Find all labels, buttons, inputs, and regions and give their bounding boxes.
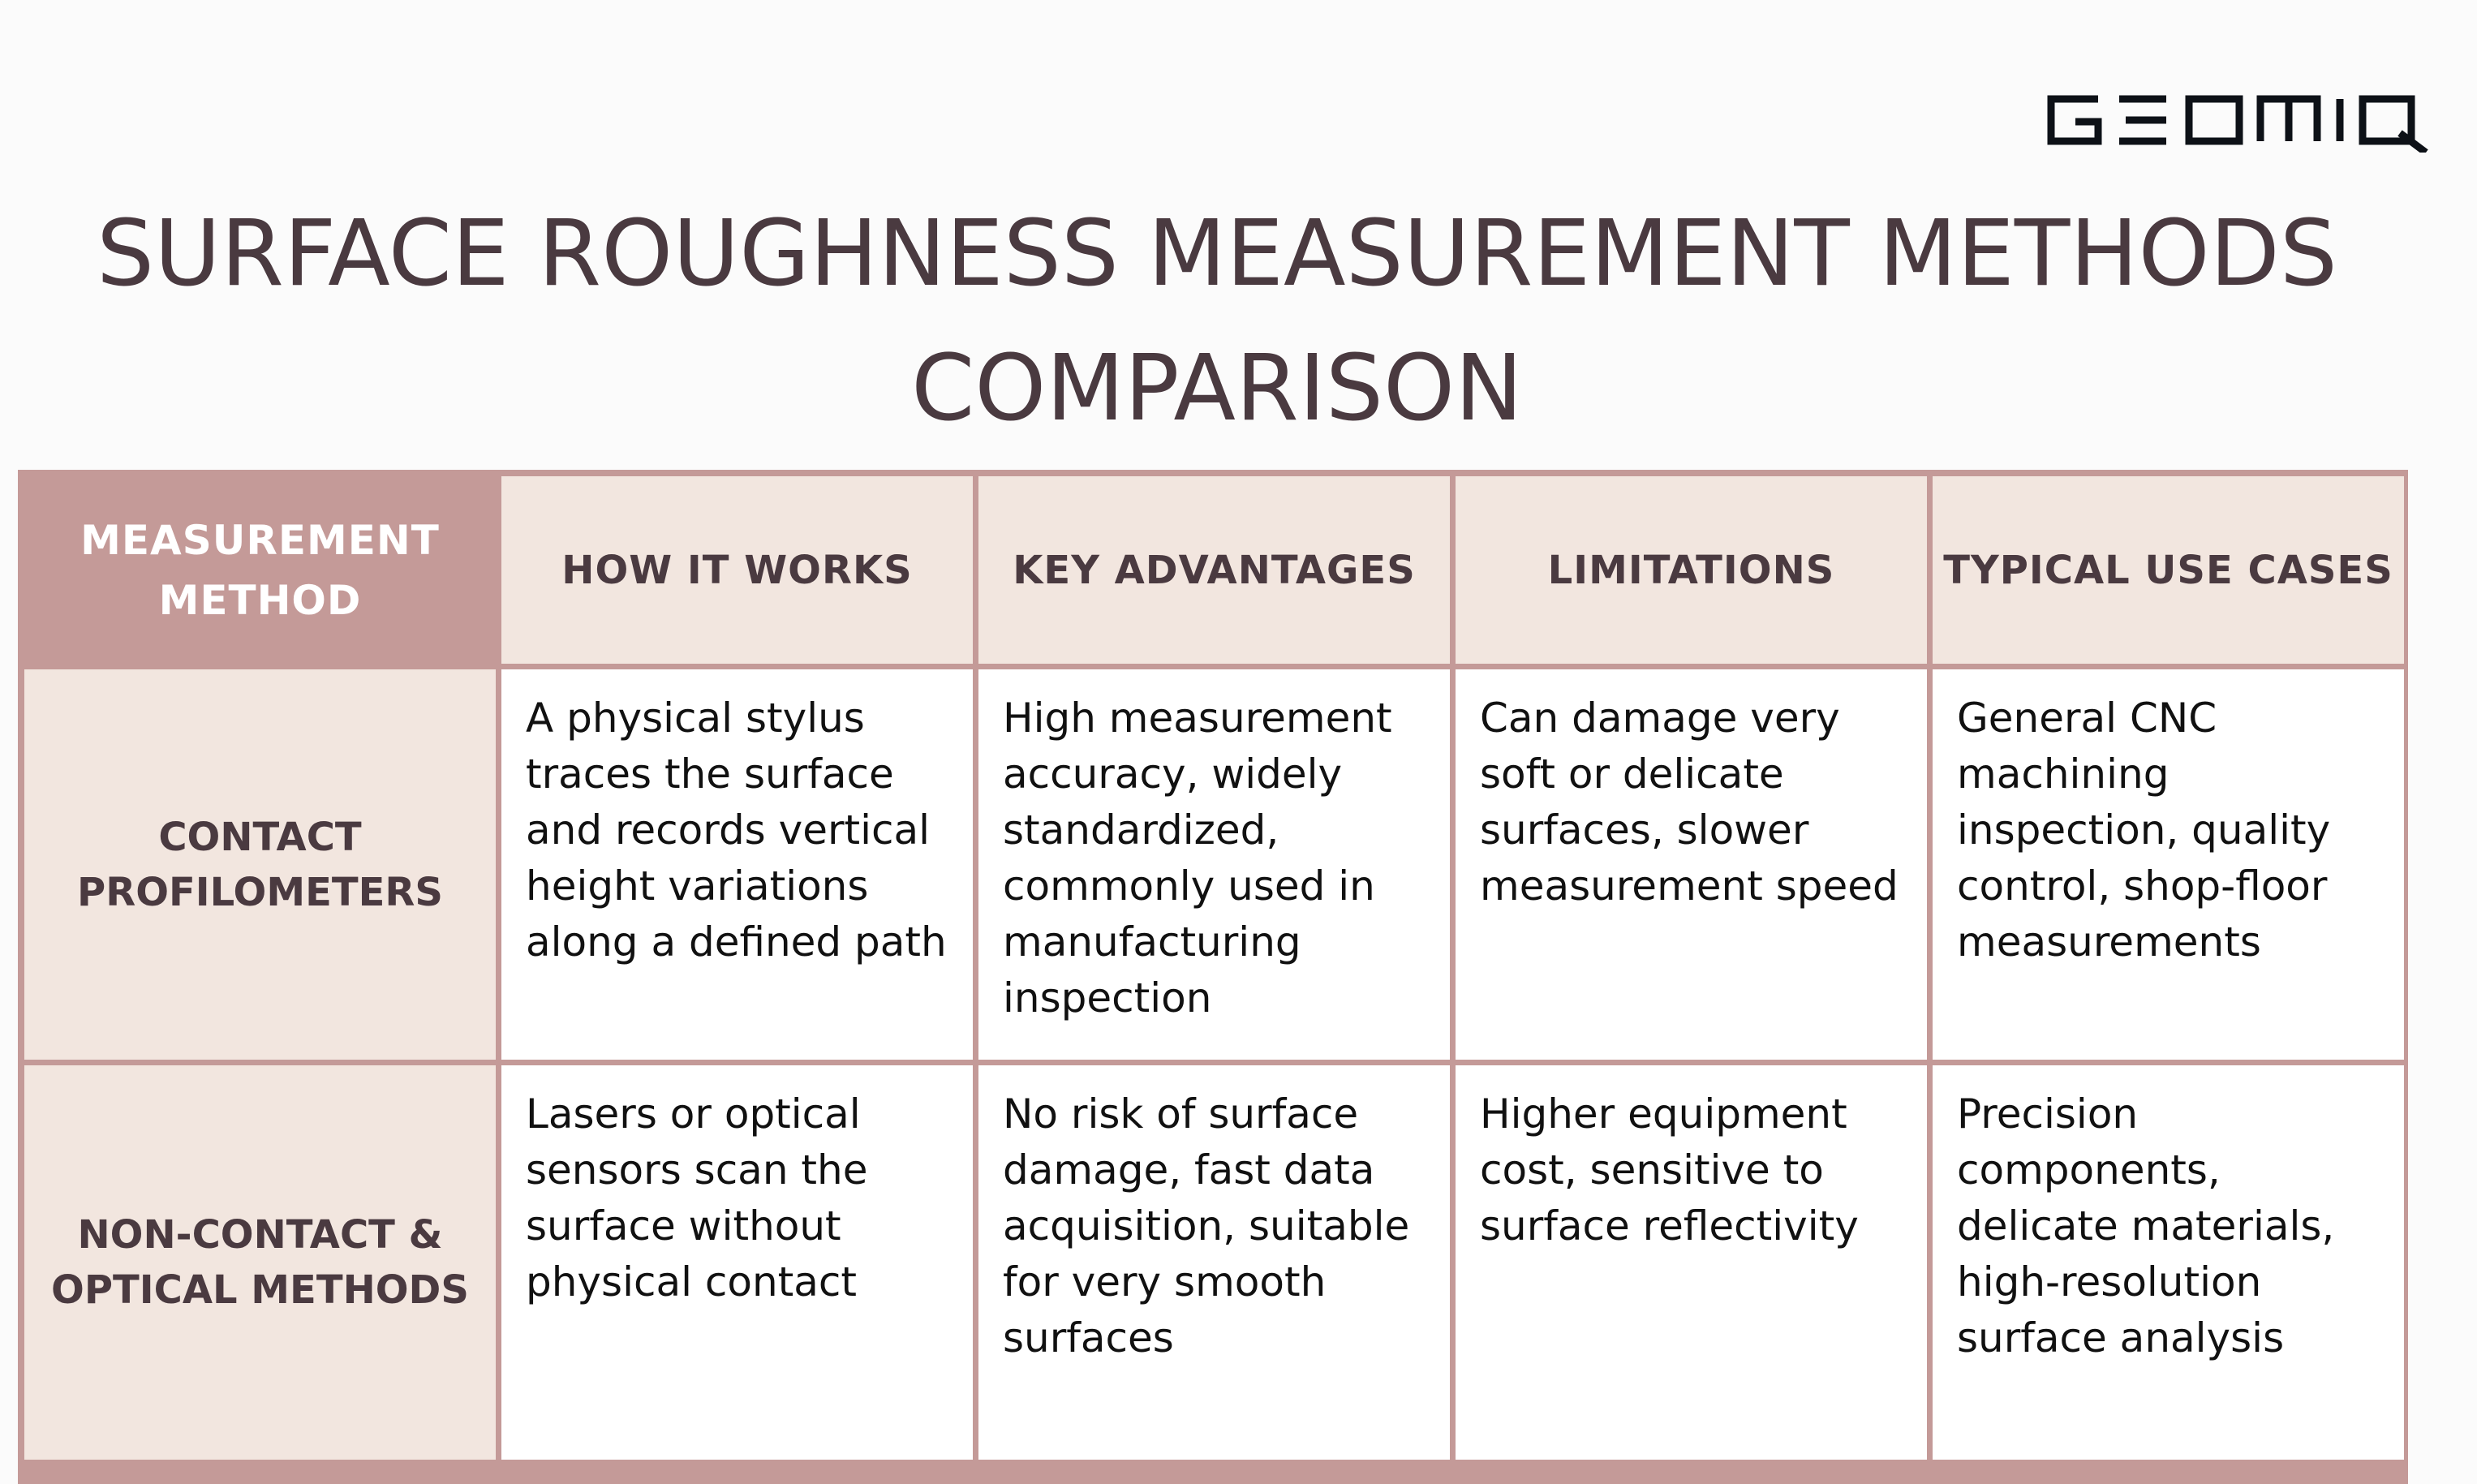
cell-key-advantages: No risk of surface damage, fast data acquisition, suitable for very smooth surfaces (976, 1063, 1452, 1462)
comparison-table (18, 470, 2408, 1484)
header-how-it-works: HOW IT WORKS (499, 474, 975, 666)
cell-limitations: Can damage very soft or delicate surfaces, slower measurement speed (1453, 667, 1929, 1062)
cell-use-cases: Precision components, delicate materials, high-resolution surface analysis (1930, 1063, 2406, 1462)
cell-use-cases: General CNC machining inspection, quality control, shop-floor measurements (1930, 667, 2406, 1062)
header-limitations: LIMITATIONS (1453, 474, 1929, 666)
cell-how-it-works: Lasers or optical sensors scan the surface without physical contact (499, 1063, 975, 1462)
header-key-advantages: KEY ADVANTAGES (976, 474, 1452, 666)
geomiq-logo-mark (2045, 88, 2460, 153)
cell-key-advantages: High measurement accuracy, widely standardized, commonly used in manufacturing inspection (976, 667, 1452, 1062)
page-title: SURFACE ROUGHNESS MEASUREMENT METHODS COMPARISON (97, 201, 2337, 441)
header-measurement-method: MEASUREMENT METHOD (22, 474, 498, 666)
row-method-non-contact-optical: NON-CONTACT & OPTICAL METHODS (22, 1063, 498, 1462)
cell-how-it-works: A physical stylus traces the surface and records vertical height variations along a defined path (499, 667, 975, 1062)
cell-limitations: Higher equipment cost, sensitive to surface reflectivity (1453, 1063, 1929, 1462)
header-typical-use-cases: TYPICAL USE CASES (1930, 474, 2406, 666)
row-method-contact-profilometers: CONTACT PROFILOMETERS (22, 667, 498, 1062)
geomiq-logo (2045, 88, 2460, 153)
